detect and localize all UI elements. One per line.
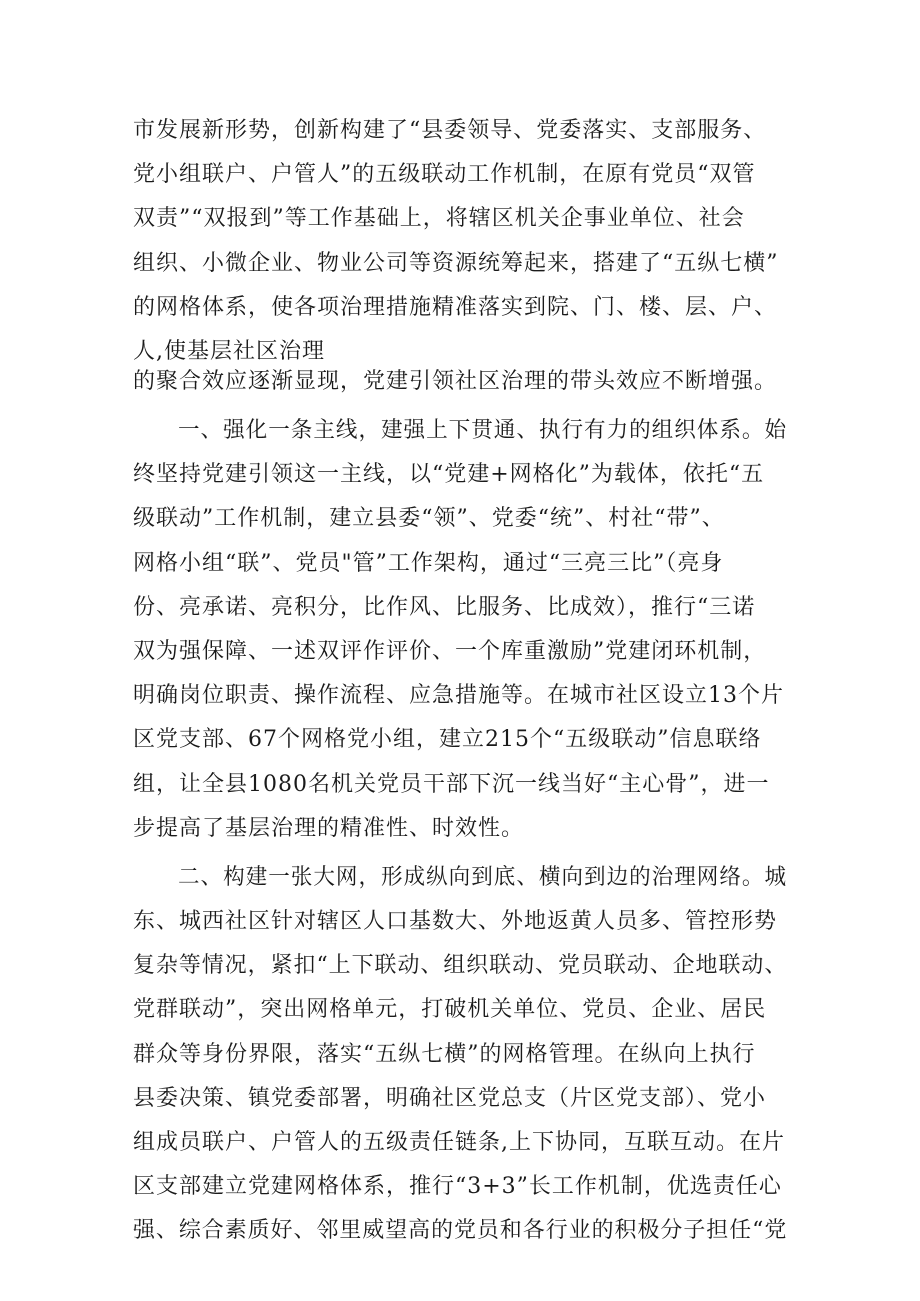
section1-line: 明确岗位职责、操作流程、应急措施等。在城市社区设立13个片 [133,683,784,708]
section2-line: 强、综合素质好、邻里威望高的党员和各行业的积极分子担任“党 [133,1218,788,1243]
section2-line: 东、城西社区针对辖区人口基数大、外地返黄人员多、管控形势 [133,909,778,934]
section2-line: 区支部建立党建网格体系，推行“3+3”长工作机制，优选责任心 [133,1174,782,1199]
section1-line: 级联动”工作机制，建立县委“领”、党委“统”、村社“带”、 [133,506,725,531]
section2-heading-line: 二、构建一张大网，形成纵向到底、横向到边的治理网络。城 [178,865,788,890]
section1-line: 份、亮承诺、亮积分，比作风、比服务、比成效），推行“三诺 [133,595,756,620]
section1-line: 双为强保障、一述双评作评价、一个库重激励”党建闭环机制， [133,639,767,664]
intro-line: 的聚合效应逐渐显现，党建引领社区治理的带头效应不断增强。 [133,369,778,394]
intro-line: 人,使基层社区治理 [133,339,325,364]
intro-line: 的网格体系，使各项治理措施精准落实到院、门、楼、层、户、 [133,295,778,320]
section1-line: 终坚持党建引领这一主线，以“党建+网格化”为载体，依托“五 [133,462,765,487]
section2-line: 组成员联户、户管人的五级责任链条,上下协同，互联互动。在片 [133,1130,785,1155]
section1-line: 区党支部、67个网格党小组，建立215个“五级联动”信息联络 [133,727,762,752]
intro-line: 党小组联户、户管人”的五级联动工作机制，在原有党员“双管 [133,162,756,187]
section1-line: 组，让全县1080名机关党员干部下沉一线当好“主心骨”，进一 [133,772,770,797]
section1-line: 网格小组“联”、党员"管”工作架构，通过“三亮三比”（亮身 [133,551,724,576]
section1-line: 步提高了基层治理的精准性、时效性。 [133,816,525,841]
section2-line: 复杂等情况，紧扣“上下联动、组织联动、党员联动、企地联动、 [133,953,788,978]
section2-line: 群众等身份界限，落实“五纵七横”的网格管理。在纵向上执行 [133,1042,756,1067]
intro-line: 组织、小微企业、物业公司等资源统筹起来，搭建了“五纵七横” [133,251,779,276]
section1-heading-line: 一、强化一条主线，建强上下贯通、执行有力的组织体系。始 [178,418,788,443]
intro-line: 双责”“双报到”等工作基础上，将辖区机关企事业单位、社会 [133,206,745,231]
section2-line: 党群联动”，突出网格单元，打破机关单位、党员、企业、居民 [133,997,767,1022]
intro-line: 市发展新形势，创新构建了“县委领导、党委落实、支部服务、 [133,118,767,143]
section2-line: 县委决策、镇党委部署，明确社区党总支（片区党支部）、党小 [133,1086,767,1111]
